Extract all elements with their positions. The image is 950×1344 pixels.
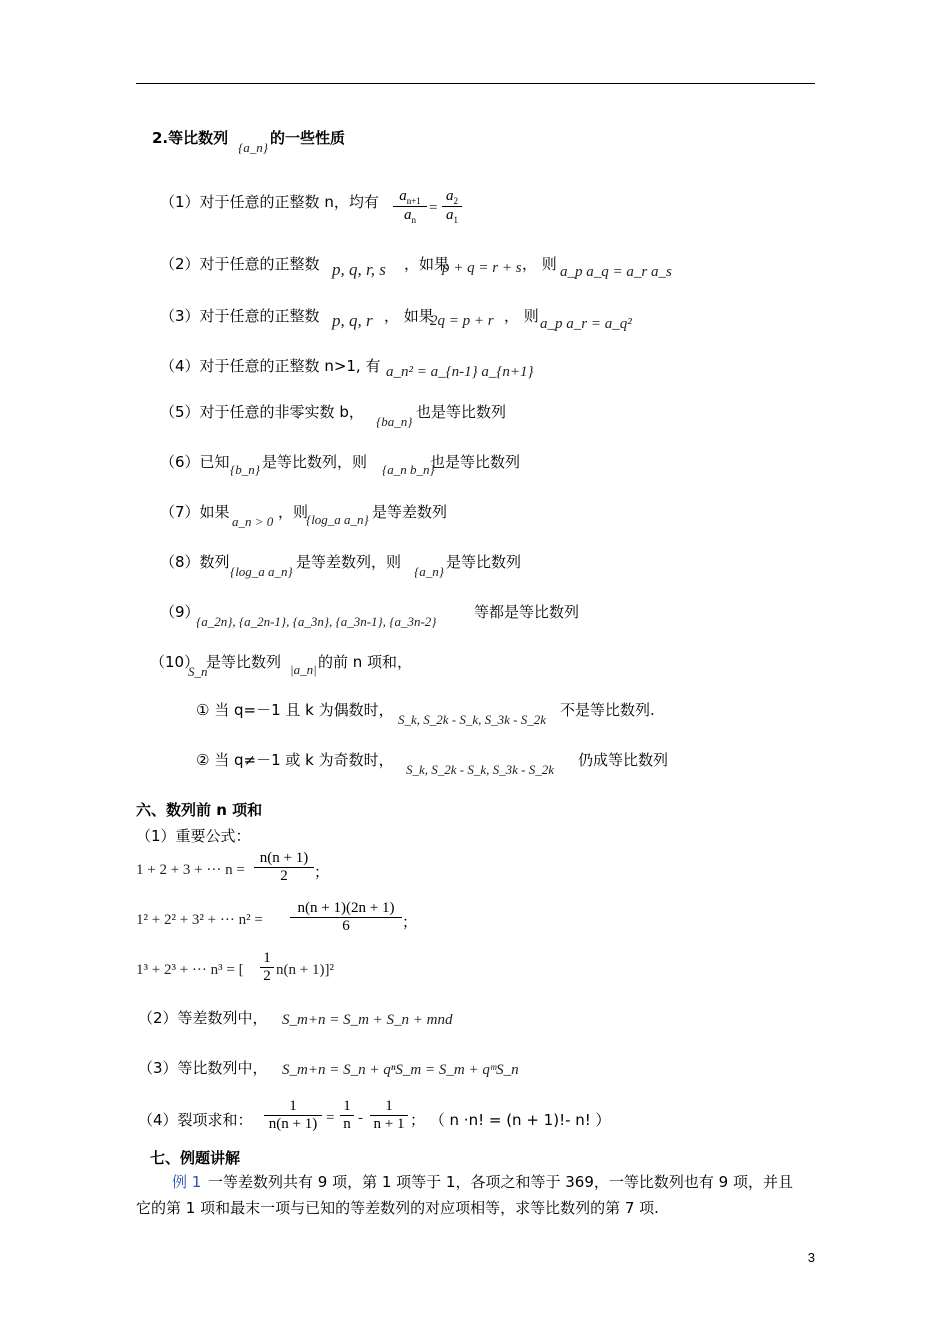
prop-8-math: {log_a a_n} — [230, 564, 293, 579]
prop-10-tail: 的前 n 项和， — [318, 653, 413, 671]
prop-3-mid: ， 如果 — [384, 307, 434, 325]
prop-7-mid: ，则 — [278, 503, 309, 521]
prop-10-text: 是等比数列 — [206, 653, 282, 671]
prop-2-cond: p + q = r + s — [442, 260, 522, 276]
prop-10-case-b-math: S_k, S_2k - S_k, S_3k - S_2k — [406, 762, 555, 777]
prop-6-tail: 也是等比数列 — [430, 453, 521, 471]
prop-8-tail: 是等比数列 — [446, 553, 522, 571]
prop-2-vars: p, q, r, s — [332, 260, 386, 279]
formula-label-2: （2）等差数列中， — [138, 1009, 268, 1027]
prop-7-math: a_n > 0 — [232, 514, 274, 529]
formula-2-lhs: 1² + 2² + 3² + ··· n² = — [136, 912, 263, 928]
prop-7-math2: {log_a a_n} — [306, 512, 369, 527]
prop-5: （5）对于任意的非零实数 b， — [160, 403, 364, 421]
prop-3-cond: 2q = p + r — [430, 313, 494, 329]
prop-3-result: a_p a_r = a_q² — [540, 316, 632, 332]
formula-label-3: （3）等比数列中， — [138, 1059, 268, 1077]
example-line-2: 它的第 1 项和最末一项与已知的等差数列的对应项相等，求等比数列的第 7 项. — [136, 1199, 659, 1217]
formula-arith: S_m+n = S_m + S_n + mnd — [282, 1012, 453, 1028]
formula-split-eq: = — [326, 1110, 335, 1126]
prop-3: （3）对于任意的正整数 — [160, 307, 320, 325]
formula-1-end: ； — [314, 863, 330, 881]
prop-9: （9） — [160, 603, 200, 621]
prop-8-math2: {a_n} — [414, 564, 444, 579]
section-title-math: {a_n} — [238, 140, 268, 155]
prop-9-math: {a_2n}, {a_2n-1}, {a_3n}, {a_3n-1}, {a_3n-2} — [196, 614, 437, 629]
formula-split-a: 1 n — [340, 1098, 354, 1133]
prop-2-mid: ，如果 — [404, 255, 450, 273]
prop-4-result: a_n² = a_{n-1} a_{n+1} — [386, 364, 534, 380]
formula-3-fraction: 1 2 — [260, 950, 274, 985]
prop-6: （6）已知 — [160, 453, 230, 471]
example-label: 例 1 — [172, 1173, 202, 1191]
prop-2: （2）对于任意的正整数 — [160, 255, 320, 273]
header-rule — [136, 83, 815, 84]
prop-4: （4）对于任意的正整数 n>1, 有 — [160, 357, 381, 375]
prop-6-math: {b_n} — [230, 462, 260, 477]
prop-10: （10） — [150, 653, 200, 671]
prop-5-tail: 也是等比数列 — [416, 403, 507, 421]
prop-6-math2: {a_n b_n} — [382, 462, 435, 477]
formula-3-lhs: 1³ + 2³ + ··· n³ = [ — [136, 962, 244, 978]
formula-2-fraction: n(n + 1)(2n + 1) 6 — [290, 900, 402, 935]
prop-1-fraction-left: $a_{n+1}$ $a_n$ — [393, 188, 427, 225]
example-line-1: 一等差数列共有 9 项，第 1 项等于 1，各项之和等于 369，一等比数列也有 9 项，并且 — [208, 1173, 793, 1191]
prop-1: （1）对于任意的正整数 n，均有 — [160, 193, 379, 211]
prop-10-case-a: ① 当 q=－1 且 k 为偶数时， — [196, 701, 394, 719]
formula-label-1: （1）重要公式： — [136, 827, 251, 845]
formula-split-b: 1 n + 1 — [370, 1098, 408, 1133]
prop-1-eq: = — [429, 200, 438, 216]
prop-3-vars: p, q, r — [332, 311, 373, 330]
prop-7-tail: 是等差数列 — [372, 503, 448, 521]
prop-7: （7）如果 — [160, 503, 230, 521]
section-title: 2.等比数列 — [152, 129, 229, 147]
prop-2-result: a_p a_q = a_r a_s — [560, 264, 672, 280]
section-6-title: 六、数列前 n 项和 — [136, 801, 263, 819]
formula-1-fraction: n(n + 1) 2 — [254, 850, 314, 885]
prop-9-tail: 等都是等比数列 — [474, 603, 580, 621]
formula-label-4: （4）裂项求和： — [138, 1111, 253, 1129]
prop-2-then: ， 则 — [522, 255, 557, 273]
formula-split-fraction: 1 n(n + 1) — [264, 1098, 322, 1133]
formula-3-rhs: n(n + 1)]² — [276, 962, 334, 978]
formula-split-tail: ； （ n ·n! = (n + 1)!- n! ） — [410, 1111, 611, 1129]
prop-6-mid: 是等比数列，则 — [262, 453, 368, 471]
formula-2-end: ； — [402, 913, 418, 931]
prop-8: （8）数列 — [160, 553, 230, 571]
prop-8-mid: 是等差数列，则 — [296, 553, 402, 571]
prop-10-math: S_n — [188, 664, 208, 679]
prop-10-case-a-math: S_k, S_2k - S_k, S_3k - S_2k — [398, 712, 547, 727]
section-title-tail: 的一些性质 — [270, 129, 346, 147]
page-number: 3 — [807, 1250, 815, 1265]
section-7-title: 七、例题讲解 — [150, 1149, 241, 1167]
formula-geo: S_m+n = S_n + qⁿS_m = S_m + qᵐS_n — [282, 1062, 519, 1078]
formula-1-lhs: 1 + 2 + 3 + ··· n = — [136, 862, 245, 878]
prop-10-case-b: ② 当 q≠－1 或 k 为奇数时， — [196, 751, 394, 769]
prop-5-math: {ba_n} — [376, 414, 413, 429]
prop-3-then: ， 则 — [504, 307, 539, 325]
prop-1-fraction-right: $a_2$ $a_1$ — [442, 188, 462, 225]
formula-split-minus: - — [358, 1110, 363, 1126]
prop-10-case-b-tail: 仍成等比数列 — [578, 751, 669, 769]
prop-10-math2: |a_n| — [290, 662, 317, 677]
prop-10-case-a-tail: 不是等比数列. — [560, 701, 655, 719]
